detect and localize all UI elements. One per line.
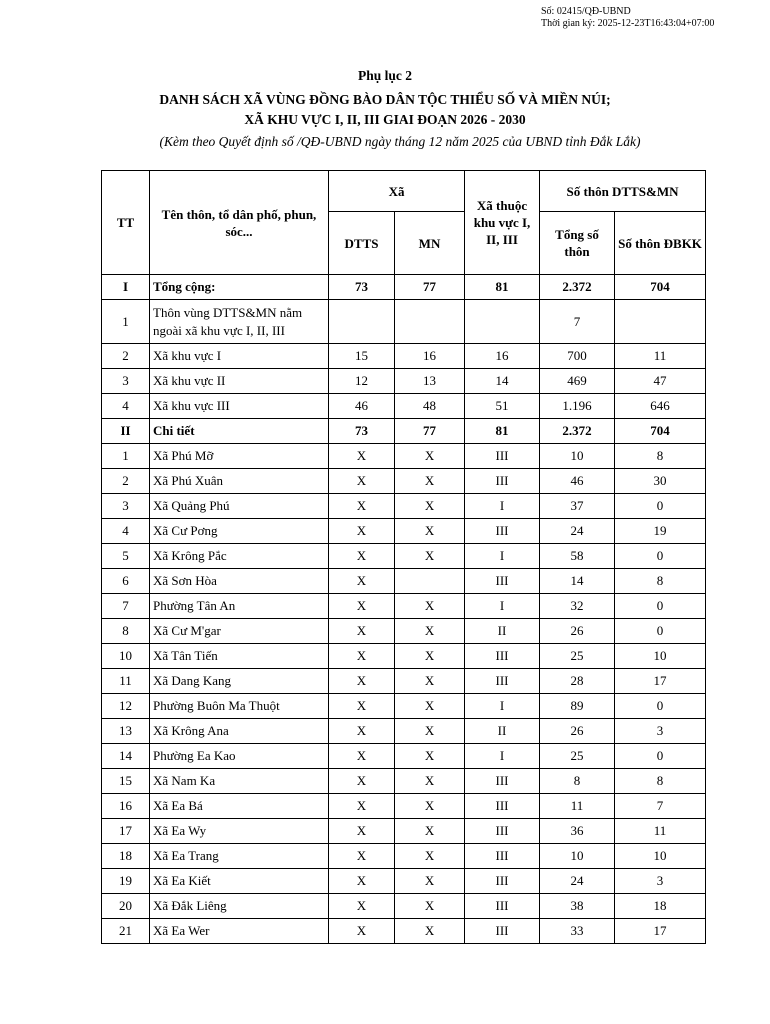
cell-name: Xã Ea Wer [150,919,329,944]
cell-khu-vuc: III [465,644,540,669]
cell-tong-so: 24 [540,519,615,544]
cell-tong-so: 26 [540,719,615,744]
cell-name: Xã Krông Pắc [150,544,329,569]
cell-tt: 8 [102,619,150,644]
cell-mn: X [395,519,465,544]
cell-tong-so: 26 [540,619,615,644]
cell-tt: 3 [102,369,150,394]
cell-dbkk: 646 [615,394,706,419]
cell-mn: X [395,819,465,844]
cell-tt: 20 [102,894,150,919]
cell-dtts: X [329,519,395,544]
table-row [102,519,706,544]
cell-dbkk: 11 [615,819,706,844]
cell-mn: X [395,794,465,819]
decision-subtitle: (Kèm theo Quyết định số /QĐ-UBND ngày tháng 12 năm 2025 của UBND tỉnh Đắk Lắk) [159,134,641,149]
cell-khu-vuc: I [465,494,540,519]
table-row [102,744,706,769]
cell-khu-vuc: III [465,869,540,894]
cell-name: Xã Sơn Hòa [150,569,329,594]
cell-dtts [329,300,395,344]
cell-dbkk: 0 [615,594,706,619]
cell-dbkk: 11 [615,344,706,369]
cell-khu-vuc: III [465,569,540,594]
appendix-title: Phụ lục 2 [357,68,412,83]
cell-name: Tổng cộng: [150,275,329,300]
cell-mn: 16 [395,344,465,369]
cell-dtts: X [329,619,395,644]
cell-tong-so: 2.372 [540,419,615,444]
cell-dtts: 46 [329,394,395,419]
cell-dbkk: 19 [615,519,706,544]
table-row [102,419,706,444]
cell-khu-vuc: 14 [465,369,540,394]
cell-tt: 14 [102,744,150,769]
cell-tt: 2 [102,344,150,369]
table-row [102,444,706,469]
header-xa: Xã [329,171,465,212]
cell-tt: II [102,419,150,444]
cell-tong-so: 32 [540,594,615,619]
cell-khu-vuc: III [465,819,540,844]
cell-mn: X [395,544,465,569]
cell-name: Xã Nam Ka [150,769,329,794]
table-row [102,769,706,794]
cell-dbkk: 17 [615,669,706,694]
cell-tt: 1 [102,300,150,344]
table-row [102,300,706,344]
cell-dtts: X [329,794,395,819]
table-row [102,544,706,569]
signature-stamp [541,6,714,30]
cell-dtts: 73 [329,275,395,300]
cell-name: Xã Tân Tiến [150,644,329,669]
table-row [102,275,706,300]
cell-dbkk: 10 [615,644,706,669]
cell-tt: 21 [102,919,150,944]
cell-khu-vuc: I [465,694,540,719]
table-row [102,919,706,944]
cell-dtts: X [329,469,395,494]
cell-mn: X [395,444,465,469]
cell-name: Phường Ea Kao [150,744,329,769]
cell-tong-so: 8 [540,769,615,794]
cell-mn: 77 [395,275,465,300]
cell-tong-so: 37 [540,494,615,519]
cell-mn: X [395,719,465,744]
cell-dbkk: 704 [615,419,706,444]
cell-tt: I [102,275,150,300]
cell-name: Xã Ea Kiết [150,869,329,894]
cell-name: Phường Tân An [150,594,329,619]
cell-khu-vuc: III [465,469,540,494]
cell-dbkk: 8 [615,569,706,594]
signed-time: Thời gian ký: 2025-12-23T16:43:04+07:00 [541,18,715,29]
cell-dtts: X [329,719,395,744]
cell-dtts: 12 [329,369,395,394]
cell-dbkk: 10 [615,844,706,869]
cell-dbkk: 0 [615,744,706,769]
cell-tt: 4 [102,519,150,544]
cell-name: Xã Quảng Phú [150,494,329,519]
cell-tong-so: 11 [540,794,615,819]
cell-name: Xã Ea Bá [150,794,329,819]
cell-dtts: X [329,644,395,669]
cell-mn: 77 [395,419,465,444]
cell-tt: 18 [102,844,150,869]
cell-tong-so: 25 [540,744,615,769]
cell-dbkk: 8 [615,769,706,794]
cell-khu-vuc: III [465,794,540,819]
cell-tong-so: 25 [540,644,615,669]
cell-name: Phường Buôn Ma Thuột [150,694,329,719]
document-number: Số: 02415/QĐ-UBND [541,6,631,17]
cell-tt: 1 [102,444,150,469]
cell-tt: 16 [102,794,150,819]
cell-khu-vuc: I [465,544,540,569]
cell-dtts: X [329,769,395,794]
main-title-line2: XÃ KHU VỰC I, II, III GIAI ĐOẠN 2026 - 2030 [244,112,526,127]
cell-mn: X [395,619,465,644]
cell-dtts: X [329,819,395,844]
cell-tt: 11 [102,669,150,694]
header-mn: MN [395,212,465,275]
table-row [102,694,706,719]
cell-tt: 12 [102,694,150,719]
cell-tt: 2 [102,469,150,494]
header-dtts: DTTS [329,212,395,275]
cell-tong-so: 24 [540,869,615,894]
header-khu-vuc: Xã thuộc khu vực I, II, III [465,171,540,275]
cell-dtts: 15 [329,344,395,369]
cell-tong-so: 469 [540,369,615,394]
cell-dbkk: 704 [615,275,706,300]
table-row [102,394,706,419]
header-tt: TT [102,171,150,275]
cell-mn: X [395,594,465,619]
cell-khu-vuc: 51 [465,394,540,419]
table-row [102,619,706,644]
cell-tt: 7 [102,594,150,619]
cell-khu-vuc: III [465,769,540,794]
cell-dtts: X [329,544,395,569]
cell-khu-vuc: II [465,719,540,744]
cell-mn: X [395,644,465,669]
table-row [102,869,706,894]
cell-name: Xã Cư M'gar [150,619,329,644]
cell-dtts: X [329,744,395,769]
table-row [102,794,706,819]
cell-name: Xã Dang Kang [150,669,329,694]
cell-dtts: X [329,669,395,694]
cell-mn: 13 [395,369,465,394]
cell-tong-so: 2.372 [540,275,615,300]
cell-dtts: X [329,894,395,919]
table-row [102,819,706,844]
header-tong-so: Tổng số thôn [540,212,615,275]
commune-table [101,170,706,944]
cell-tt: 19 [102,869,150,894]
table-row [102,894,706,919]
cell-dtts: X [329,869,395,894]
cell-khu-vuc: III [465,519,540,544]
table-row [102,594,706,619]
table-row [102,569,706,594]
cell-khu-vuc: III [465,919,540,944]
cell-mn: X [395,769,465,794]
cell-dbkk: 0 [615,544,706,569]
cell-dtts: X [329,494,395,519]
cell-khu-vuc: II [465,619,540,644]
cell-tong-so: 38 [540,894,615,919]
cell-tt: 10 [102,644,150,669]
cell-dbkk: 7 [615,794,706,819]
cell-tong-so: 58 [540,544,615,569]
cell-tong-so: 33 [540,919,615,944]
cell-name: Xã khu vực I [150,344,329,369]
cell-dbkk: 8 [615,444,706,469]
cell-dtts: 73 [329,419,395,444]
cell-mn: X [395,844,465,869]
table-row [102,669,706,694]
cell-dtts: X [329,694,395,719]
cell-tt: 5 [102,544,150,569]
cell-mn: X [395,894,465,919]
cell-tt: 17 [102,819,150,844]
cell-name: Chi tiết [150,419,329,444]
cell-dtts: X [329,594,395,619]
cell-dbkk: 17 [615,919,706,944]
cell-dtts: X [329,844,395,869]
cell-dtts: X [329,919,395,944]
cell-tong-so: 7 [540,300,615,344]
table-row [102,644,706,669]
cell-tong-so: 89 [540,694,615,719]
cell-mn: X [395,869,465,894]
cell-tt: 13 [102,719,150,744]
header-dbkk: Số thôn ĐBKK [615,212,706,275]
cell-name: Xã Đắk Liêng [150,894,329,919]
cell-tong-so: 1.196 [540,394,615,419]
cell-dbkk: 0 [615,494,706,519]
cell-name: Thôn vùng DTTS&MN nằm ngoài xã khu vực I, II, III [150,300,329,344]
cell-tt: 15 [102,769,150,794]
cell-mn: X [395,919,465,944]
cell-name: Xã khu vực III [150,394,329,419]
cell-mn: X [395,494,465,519]
cell-dtts: X [329,569,395,594]
cell-mn [395,300,465,344]
table-row [102,344,706,369]
cell-khu-vuc: 16 [465,344,540,369]
cell-khu-vuc: III [465,669,540,694]
table-row [102,719,706,744]
table-row [102,844,706,869]
cell-khu-vuc: I [465,594,540,619]
table-body [102,275,706,944]
cell-dbkk [615,300,706,344]
cell-tong-so: 10 [540,844,615,869]
cell-dbkk: 0 [615,619,706,644]
cell-mn [395,569,465,594]
cell-tt: 4 [102,394,150,419]
cell-tt: 6 [102,569,150,594]
cell-khu-vuc: III [465,844,540,869]
cell-dtts: X [329,444,395,469]
cell-name: Xã Phú Xuân [150,469,329,494]
cell-mn: 48 [395,394,465,419]
cell-mn: X [395,744,465,769]
header-name: Tên thôn, tổ dân phố, phun, sóc... [150,171,329,275]
cell-dbkk: 18 [615,894,706,919]
cell-dbkk: 3 [615,719,706,744]
main-title-line1: DANH SÁCH XÃ VÙNG ĐỒNG BÀO DÂN TỘC THIỂU SỐ VÀ MIỀN NÚI; [159,92,611,107]
cell-dbkk: 47 [615,369,706,394]
cell-tt: 3 [102,494,150,519]
cell-tong-so: 700 [540,344,615,369]
cell-name: Xã Krông Ana [150,719,329,744]
cell-tong-so: 10 [540,444,615,469]
cell-mn: X [395,669,465,694]
table-row [102,369,706,394]
cell-name: Xã khu vực II [150,369,329,394]
cell-khu-vuc: 81 [465,275,540,300]
table-row [102,494,706,519]
cell-khu-vuc: I [465,744,540,769]
cell-name: Xã Phú Mỡ [150,444,329,469]
cell-dbkk: 0 [615,694,706,719]
cell-name: Xã Ea Wy [150,819,329,844]
cell-name: Xã Cư Pơng [150,519,329,544]
cell-dbkk: 3 [615,869,706,894]
cell-tong-so: 36 [540,819,615,844]
cell-khu-vuc: III [465,894,540,919]
cell-tong-so: 28 [540,669,615,694]
cell-khu-vuc: 81 [465,419,540,444]
header-so-thon: Số thôn DTTS&MN [540,171,706,212]
cell-mn: X [395,469,465,494]
cell-dbkk: 30 [615,469,706,494]
cell-mn: X [395,694,465,719]
cell-tong-so: 46 [540,469,615,494]
cell-name: Xã Ea Trang [150,844,329,869]
cell-tong-so: 14 [540,569,615,594]
cell-khu-vuc: III [465,444,540,469]
cell-khu-vuc [465,300,540,344]
table-row [102,469,706,494]
